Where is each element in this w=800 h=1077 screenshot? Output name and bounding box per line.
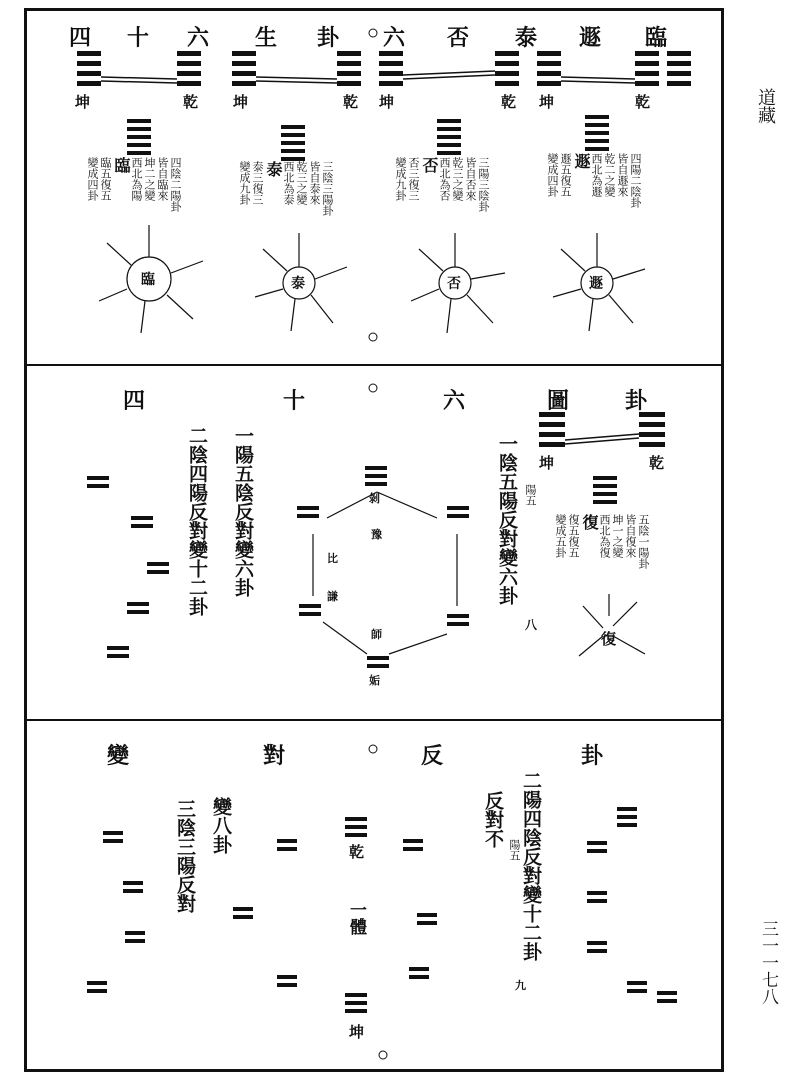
- title3-char-1: 變: [107, 743, 130, 769]
- hub-label-1: 剝: [369, 492, 380, 505]
- left-heading-col2: 二陰四陽反對變十二卦: [186, 426, 208, 616]
- title2-char-1: 四: [123, 388, 146, 414]
- title-char-5: 卦: [317, 25, 340, 51]
- title2-char-3: 六: [443, 388, 466, 414]
- hexagram-pair-2: [232, 51, 361, 86]
- title3-char-3: 反: [421, 743, 444, 769]
- hub-label-4: 謙: [327, 590, 338, 603]
- center-kun-label: 坤: [349, 1023, 365, 1041]
- panel-hexagram-diagram: [27, 366, 721, 721]
- pi-wheel-center: 否: [447, 276, 461, 292]
- note-yang-five: 陽五: [524, 484, 537, 506]
- right-hexagrams: [587, 807, 677, 1003]
- hexagram-pair-4: [537, 51, 691, 86]
- panel3-diagram: [27, 721, 721, 1069]
- center-one-body: 一體: [346, 901, 366, 935]
- title-char-3: 六: [187, 25, 210, 51]
- fu-hexagram: [593, 476, 617, 504]
- kun-label-1: 坤: [75, 93, 91, 111]
- hexagram-pair-1: [77, 51, 201, 86]
- center-qian-label: 乾: [349, 843, 365, 861]
- source-label: 道藏: [755, 88, 776, 124]
- center-kun: [345, 993, 367, 1013]
- title2-char-5: 卦: [625, 388, 648, 414]
- tai-notes: 三陰三陽卦 皆自泰來 乾三之變 西北為泰 泰 泰三復三 變成九卦: [238, 161, 334, 216]
- panel-reversal-change: [27, 721, 721, 1069]
- title2-char-2: 十: [283, 388, 306, 414]
- left-hexagrams: [87, 831, 437, 993]
- hub-label-3: 豫: [371, 528, 382, 541]
- hub-label-5: 師: [371, 628, 382, 641]
- title3-char-2: 對: [263, 743, 286, 769]
- kun-label-2: 坤: [233, 93, 249, 111]
- heading-three-yin: 三陰三陽反對: [174, 799, 196, 913]
- title2-char-4: 圖: [547, 388, 570, 414]
- central-star-hexagrams: [297, 466, 469, 668]
- title-char-10: 臨: [645, 25, 668, 51]
- fu-notes: 五陰一陽卦 皆自復來 坤一之變 西北為復 復 復五復五 變成五卦: [554, 514, 650, 569]
- fu-wheel-center: 復: [601, 630, 617, 648]
- mid-heading: 一陰五陽反對變六卦: [496, 434, 518, 605]
- mark-jiu: 九: [515, 979, 526, 992]
- pi-hexagram: [437, 119, 461, 155]
- page-frame: [24, 8, 724, 1072]
- left-heading-col1: 一陽五陰反對變六卦: [232, 426, 254, 597]
- lin-hexagram: [127, 119, 151, 155]
- qian-hexagram: [639, 412, 665, 447]
- kun-label: 坤: [539, 454, 555, 472]
- left-circle-hexagrams: [87, 476, 169, 658]
- kun-label-4: 坤: [539, 93, 555, 111]
- page-number: 三一一七八: [758, 920, 778, 1005]
- title-char-9: 遯: [579, 25, 602, 51]
- title3-char-4: 卦: [581, 743, 604, 769]
- center-qian: [345, 817, 367, 837]
- qian-label-1: 乾: [183, 93, 199, 111]
- tai-wheel-center: 泰: [291, 276, 305, 292]
- tai-hexagram: [281, 125, 305, 161]
- hexagram-pair-3: [379, 51, 519, 86]
- dun-hexagram: [585, 115, 609, 151]
- panel-sixty-four-hexagrams-generation: [27, 11, 721, 366]
- qian-label: 乾: [649, 454, 665, 472]
- lin-wheel-center: 臨: [141, 272, 155, 288]
- dun-wheel-center: 遯: [589, 276, 603, 292]
- mark-ba: 八: [525, 618, 538, 632]
- title-char-4: 生: [255, 25, 278, 51]
- dun-notes: 四陽二陰卦 皆自遯來 乾二之變 西北為遯 遯 遯五復五 變成四卦: [546, 153, 642, 208]
- qian-label-4: 乾: [635, 93, 651, 111]
- heading-no-reversal: 反對不: [482, 791, 504, 848]
- qian-label-2: 乾: [343, 93, 359, 111]
- note-yang-five-3: 陽五: [508, 839, 521, 861]
- kun-label-3: 坤: [379, 93, 395, 111]
- hub-label-2: 比: [327, 552, 338, 565]
- lin-notes: 四陰二陽卦 皆自臨來 坤二之變 西北為陽 臨 臨五復五 變成四卦: [86, 157, 182, 212]
- kun-hexagram: [539, 412, 565, 447]
- title-char-1: 四: [69, 25, 92, 51]
- title-char-8: 泰: [515, 25, 538, 51]
- hub-label-6: 姤: [369, 674, 380, 687]
- title-char-6: 六: [383, 25, 406, 51]
- title-char-2: 十: [127, 25, 150, 51]
- title-char-7: 否: [447, 25, 470, 51]
- pi-notes: 三陽三陰卦 皆自否來 乾三之變 西北為否 否 否三復三 變成九卦: [394, 157, 490, 212]
- qian-label-3: 乾: [501, 93, 517, 111]
- heading-two-yang: 二陽四陰反對變十二卦: [520, 771, 542, 961]
- heading-change-eight: 變八卦: [210, 797, 232, 854]
